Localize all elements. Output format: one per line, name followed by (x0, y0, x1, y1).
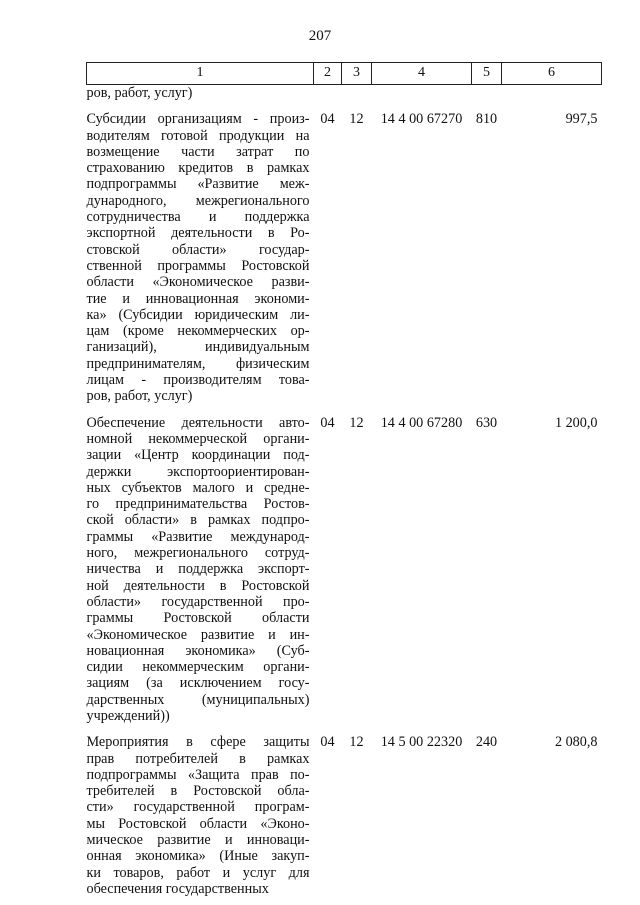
description-line: требителей в Ростовской обла- (86, 783, 310, 800)
description-line: дарственных (муниципальных) (86, 691, 310, 708)
row-expense-type-code: 630 (475, 414, 498, 431)
description-line: цам (кроме некоммерческих ор- (86, 323, 310, 340)
description-line: водителям готовой продукции на (86, 127, 310, 144)
description-line: ки товаров, работ и услуг для (86, 864, 310, 881)
description-line: Обеспечение деятельности авто- (86, 414, 310, 431)
row-target-item-code: 14 5 00 22320 (380, 734, 463, 751)
row-subsection-code: 12 (349, 734, 364, 751)
description-line: го предпринимательства Ростов- (86, 496, 310, 513)
description-line: сидии некоммерческим органи- (86, 659, 310, 676)
description-line: новационная экономика» (Суб- (86, 642, 310, 659)
row-subsection-code: 12 (349, 111, 364, 128)
description-line: ного, межрегионального сотруд- (86, 545, 310, 562)
description-line: стовской области» государ- (86, 241, 310, 258)
description-line: зациям (за исключением госу- (86, 675, 310, 692)
row-description (87, 405, 314, 725)
description-line: ской области» в рамках подпро- (86, 512, 310, 529)
description-line: номной некоммерческой органи- (86, 430, 310, 447)
row-subsection-code: 12 (349, 414, 364, 431)
description-line: страхованию кредитов в рамках (86, 160, 310, 177)
row-section-code: 04 (320, 734, 335, 751)
row-expense-type-code: 240 (475, 734, 498, 751)
description-line: тие и инновационная экономи- (86, 290, 310, 307)
header-col-6: 6 (502, 63, 602, 85)
description-line: Субсидии организациям - произ- (86, 111, 310, 128)
description-line: онная экономика» (Иные закуп- (86, 848, 310, 865)
description-line: держки экспортоориентирован- (86, 463, 310, 480)
description-line: учреждений)) (86, 707, 170, 724)
table-row (87, 405, 602, 725)
row-description (87, 101, 314, 404)
description-line: лицам - производителям това- (86, 372, 310, 389)
description-line: «Экономическое развитие и ин- (86, 626, 310, 643)
header-col-3: 3 (342, 63, 372, 85)
description-line: дународного, межрегионального (86, 192, 310, 209)
description-line: мы Ростовской области «Эконо- (86, 815, 310, 832)
header-col-1: 1 (87, 63, 314, 85)
description-line: подпрограммы «Развитие меж- (86, 176, 310, 193)
description-line: ничества и поддержка экспорт- (86, 561, 310, 578)
description-line: ка» (Субсидии юридическим ли- (86, 306, 310, 323)
budget-table (86, 62, 602, 897)
description-line: подпрограммы «Защита прав по- (86, 766, 310, 783)
row-amount: 1 200,0 (554, 414, 598, 431)
continuation-row (87, 85, 602, 102)
description-line: ной деятельности в Ростовской (86, 577, 310, 594)
row-amount: 2 080,8 (554, 734, 598, 751)
page-number: 207 (308, 28, 332, 44)
description-line: предпринимателям, физическим (86, 355, 310, 372)
description-line: области» государственной про- (86, 593, 310, 610)
description-line: ганизаций), индивидуальным (86, 339, 310, 356)
row-target-item-code: 14 4 00 67280 (380, 414, 463, 431)
description-line: Мероприятия в сфере защиты (86, 734, 310, 751)
description-line: сти» государственной програм- (86, 799, 310, 816)
table-row (87, 724, 602, 897)
description-line: ных субъектов малого и средне- (86, 479, 310, 496)
continuation-text: ров, работ, услуг) (86, 85, 193, 101)
description-line: ров, работ, услуг) (86, 388, 193, 405)
table-row (87, 101, 602, 404)
description-line: экспортной деятельности в Ро- (86, 225, 310, 242)
header-col-4: 4 (372, 63, 472, 85)
row-description (87, 724, 314, 897)
header-col-5: 5 (472, 63, 502, 85)
description-line: возмещение части затрат по (86, 143, 310, 160)
row-amount: 997,5 (565, 111, 598, 128)
description-line: обеспечения государственных (86, 880, 269, 897)
description-line: прав потребителей в рамках (86, 750, 310, 767)
row-section-code: 04 (320, 111, 335, 128)
description-line: граммы Ростовской области (86, 610, 310, 627)
description-line: сотрудничества и поддержка (86, 209, 310, 226)
description-line: зации «Центр координации под- (86, 447, 310, 464)
table-header (87, 63, 602, 85)
row-target-item-code: 14 4 00 67270 (380, 111, 463, 128)
description-line: ственной программы Ростовской (86, 257, 310, 274)
row-expense-type-code: 810 (475, 111, 498, 128)
header-col-2: 2 (314, 63, 342, 85)
description-line: мическое развитие и инноваци- (86, 832, 310, 849)
description-line: области «Экономическое разви- (86, 274, 310, 291)
table-body (87, 85, 602, 898)
row-section-code: 04 (320, 414, 335, 431)
description-line: граммы «Развитие международ- (86, 528, 310, 545)
